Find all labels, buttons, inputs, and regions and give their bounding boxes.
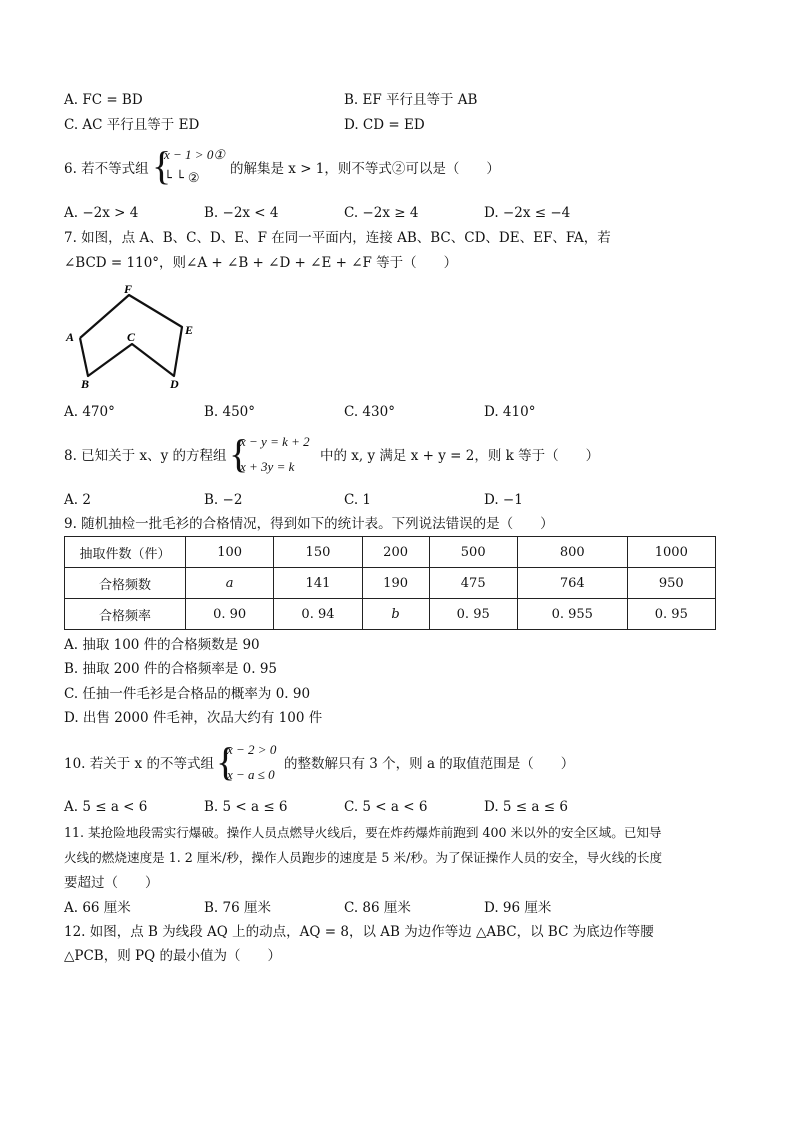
q7-stem-line1: 7. 如图，点 A、B、C、D、E、F 在同一平面内，连接 AB、BC、CD、DE、EF、FA，若 xyxy=(64,230,611,246)
q10-stem-start: 10. 若关于 x 的不等式组 xyxy=(64,756,214,772)
table-row xyxy=(65,568,716,599)
q5-option-d: D. CD = ED xyxy=(344,117,425,133)
q6-stem-start: 6. 若不等式组 xyxy=(64,161,149,177)
table-cell: 190 xyxy=(362,568,429,599)
q11-option-b: B. 76 厘米 xyxy=(204,900,271,916)
q6-system-line1: x − 1 > 0① xyxy=(164,147,225,162)
q12-stem-line2: △PCB，则 PQ 的最小值为（ ） xyxy=(64,948,281,964)
q10-option-a: A. 5 ≤ a < 6 xyxy=(64,799,148,815)
q10-option-c: C. 5 < a < 6 xyxy=(344,799,428,815)
q8-system-line1: x − y = k + 2 xyxy=(240,434,310,449)
q6-option-b: B. −2x < 4 xyxy=(204,205,279,221)
q7-stem-line2: ∠BCD = 110°，则∠A + ∠B + ∠D + ∠E + ∠F 等于（ ） xyxy=(64,255,458,271)
q7-option-d: D. 410° xyxy=(484,404,536,420)
table-cell: 150 xyxy=(274,537,362,568)
q10-brace: { xyxy=(216,739,236,784)
q10-option-b: B. 5 < a ≤ 6 xyxy=(204,799,288,815)
table-cell: 1000 xyxy=(627,537,715,568)
q8-system-line2: x + 3y = k xyxy=(240,459,295,474)
q8-option-d: D. −1 xyxy=(484,492,523,508)
q11-option-a: A. 66 厘米 xyxy=(64,900,131,916)
q6-brace: { xyxy=(152,143,172,188)
q6-option-c: C. −2x ≥ 4 xyxy=(344,205,419,221)
q7-label-d: D xyxy=(170,377,179,391)
table-cell: 0. 94 xyxy=(274,599,362,630)
q8-brace: { xyxy=(229,431,249,476)
table-cell: 764 xyxy=(517,568,627,599)
q7-label-e: E xyxy=(185,323,194,337)
q8-option-a: A. 2 xyxy=(64,492,91,508)
q11-stem-line1: 11. 某抢险地段需实行爆破。操作人员点燃导火线后，要在炸药爆炸前跑到 400 米以外的安全区域。已知导 xyxy=(64,825,662,840)
q8-stem-end: 中的 x, y 满足 x + y = 2，则 k 等于（ ） xyxy=(320,448,600,464)
table-cell: a xyxy=(186,568,274,599)
q10-stem-end: 的整数解只有 3 个，则 a 的取值范围是（ ） xyxy=(284,756,575,772)
q9-option-c: C. 任抽一件毛衫是合格品的概率为 0. 90 xyxy=(64,686,311,702)
q12-stem-line1: 12. 如图，点 B 为线段 AQ 上的动点，AQ = 8，以 AB 为边作等边 △ABC，以 BC 为底边作等腰 xyxy=(64,924,654,940)
q7-option-a: A. 470° xyxy=(64,404,115,420)
table-cell: 200 xyxy=(362,537,429,568)
q8-stem-start: 8. 已知关于 x、y 的方程组 xyxy=(64,448,227,464)
q10-option-d: D. 5 ≤ a ≤ 6 xyxy=(484,799,568,815)
table-cell: b xyxy=(362,599,429,630)
table-cell: 合格频数 xyxy=(65,568,186,599)
q7-label-c: C xyxy=(127,330,136,344)
q6-stem-end: 的解集是 x > 1，则不等式②可以是（ ） xyxy=(230,161,500,177)
table-cell: 合格频率 xyxy=(65,599,186,630)
q9-option-a: A. 抽取 100 件的合格频数是 90 xyxy=(64,637,260,653)
table-cell: 100 xyxy=(186,537,274,568)
table-row xyxy=(65,599,716,630)
q11-stem-line3: 要超过（ ） xyxy=(64,875,159,891)
table-cell: 0. 95 xyxy=(429,599,517,630)
q6-option-d: D. −2x ≤ −4 xyxy=(484,205,571,221)
table-cell: 500 xyxy=(429,537,517,568)
q7-label-b: B xyxy=(81,377,90,391)
q7-option-c: C. 430° xyxy=(344,404,395,420)
table-row xyxy=(65,537,716,568)
q5-option-b: B. EF 平行且等于 AB xyxy=(344,92,478,108)
q11-option-c: C. 86 厘米 xyxy=(344,900,411,916)
q5-option-a: A. FC = BD xyxy=(64,92,143,108)
q7-figure xyxy=(60,280,210,395)
table-cell: 抽取件数（件） xyxy=(65,537,186,568)
table-cell: 0. 95 xyxy=(627,599,715,630)
table-cell: 950 xyxy=(627,568,715,599)
q9-stats-table xyxy=(64,536,716,630)
q10-system-line1: x − 2 > 0 xyxy=(227,742,277,757)
table-cell: 0. 955 xyxy=(517,599,627,630)
q5-option-c: C. AC 平行且等于 ED xyxy=(64,117,200,133)
q10-system-line2: x − a ≤ 0 xyxy=(227,767,275,782)
q6-option-a: A. −2x > 4 xyxy=(64,205,139,221)
q6-system-line2: └ └ ② xyxy=(164,171,200,186)
table-cell: 0. 90 xyxy=(186,599,274,630)
q8-option-c: C. 1 xyxy=(344,492,372,508)
table-cell: 475 xyxy=(429,568,517,599)
q7-option-b: B. 450° xyxy=(204,404,256,420)
q7-label-f: F xyxy=(124,282,133,296)
q11-stem-line2: 火线的燃烧速度是 1. 2 厘米/秒，操作人员跑步的速度是 5 米/秒。为了保证操作人员的安全，导火线的长度 xyxy=(64,850,663,865)
q7-label-a: A xyxy=(66,330,75,344)
q9-option-d: D. 出售 2000 件毛神，次品大约有 100 件 xyxy=(64,710,323,726)
q9-option-b: B. 抽取 200 件的合格频率是 0. 95 xyxy=(64,661,277,677)
table-cell: 141 xyxy=(274,568,362,599)
q8-option-b: B. −2 xyxy=(204,492,243,508)
q9-stem: 9. 随机抽检一批毛衫的合格情况，得到如下的统计表。下列说法错误的是（ ） xyxy=(64,516,554,532)
table-cell: 800 xyxy=(517,537,627,568)
q11-option-d: D. 96 厘米 xyxy=(484,900,552,916)
